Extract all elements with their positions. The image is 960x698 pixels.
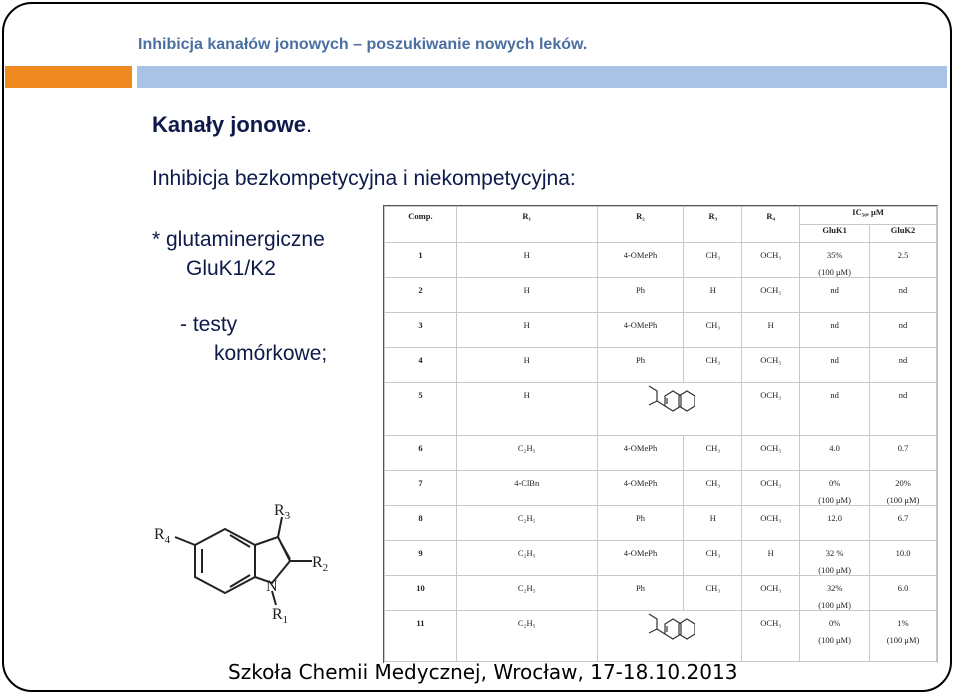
cell-value: 10.0 [895,548,911,558]
cell-r2 [597,278,684,313]
cell-r4 [742,436,800,471]
cell-r3 [684,348,742,383]
cell-value: nd [898,390,908,400]
header-r3: R₃ [684,207,742,243]
cell-value: OCH₃ [760,443,782,453]
cell-r1 [456,313,597,348]
cell-gluk2 [870,348,937,383]
cell-value: 4.0 [829,443,840,453]
cell-value: 4-OMePh [623,443,658,453]
cell-r4 [742,348,800,383]
cell-value: C₂H₅ [517,583,536,593]
benzene-ring [195,529,255,593]
cell-value: 1 [418,250,423,260]
bullet1-line2: GluK1/K2 [186,257,276,280]
cell-r3 [684,278,742,313]
table-row [385,243,937,278]
cell-value: H [767,320,774,330]
table-row [385,611,937,662]
cell-comp [385,541,457,576]
footer-conference: Szkoła Chemii Medycznej, Wrocław, 17-18.10.2013 [228,660,738,684]
cell-subvalue: (100 μM) [818,495,851,505]
cell-gluk2 [870,383,937,436]
header-ic50: IC₅₀, μM [800,207,937,225]
cell-value: CH₃ [705,355,721,365]
cell-gluk1 [800,541,870,576]
cell-value: C₂H₅ [517,618,536,628]
presentation-title: Inhibicja kanałów jonowych – poszukiwanie nowych leków. [138,36,588,53]
cell-gluk1 [800,383,870,436]
cell-value: Ph [635,355,645,365]
table-row [385,541,937,576]
cell-value: CH₃ [705,548,721,558]
cell-value: 35% [826,250,843,260]
cell-value: Ph [635,513,645,523]
cell-value: 9 [418,548,423,558]
cell-r3 [684,243,742,278]
label-r4: $R_4$ [154,526,171,546]
cell-r2 [597,243,684,278]
cell-r1 [456,506,597,541]
cell-r2 [597,436,684,471]
table-row [385,436,937,471]
cell-value: 4-ClBn [514,478,540,488]
table-body [385,243,937,662]
label-r3: $R_3$ [274,502,291,522]
cell-gluk1 [800,278,870,313]
cell-r4 [742,541,800,576]
cell-value: 0% [828,478,841,488]
cell-value: 12.0 [827,513,843,523]
cell-r3 [684,506,742,541]
cell-value: nd [898,285,908,295]
ic50-data-table [384,206,937,662]
cell-value: OCH₃ [760,618,782,628]
label-n: N [266,578,278,595]
cell-r1 [456,436,597,471]
cell-r4 [742,611,800,662]
cell-value: 4-OMePh [623,548,658,558]
cell-value: Ph [635,583,645,593]
cell-value: CH₃ [705,250,721,260]
cell-r3 [684,313,742,348]
cell-gluk2 [870,436,937,471]
table-row [385,348,937,383]
cell-comp [385,471,457,506]
cell-value: 4-OMePh [623,250,658,260]
cell-value: 7 [418,478,423,488]
cell-value: OCH₃ [760,285,782,295]
cell-comp [385,383,457,436]
cell-r2 [597,611,742,662]
cell-value: 2.5 [897,250,909,260]
cell-r1 [456,471,597,506]
cell-value: nd [830,320,839,330]
cell-gluk2 [870,611,937,662]
cell-value: CH₃ [705,320,721,330]
cell-value: 4-OMePh [623,478,658,488]
cell-value: 4 [418,355,423,365]
cell-value: H [709,513,716,523]
cell-value: nd [898,320,908,330]
table-row [385,506,937,541]
cell-value: 20% [895,478,911,488]
cell-value: 0.7 [897,443,909,453]
cell-value: H [523,390,530,400]
cell-value: OCH₃ [760,583,782,593]
cell-comp [385,436,457,471]
bullet-glutaminergic [152,225,325,283]
cell-value: CH₃ [705,443,721,453]
bullet1-line1: * glutaminergiczne [152,228,325,251]
cell-value: 6.7 [897,513,909,523]
cell-value: 5 [418,390,423,400]
cell-r2 [597,541,684,576]
header-bar-blue [137,66,947,88]
cell-r2 [597,506,684,541]
cell-r4 [742,506,800,541]
cell-value: 6 [418,443,423,453]
cell-r1 [456,541,597,576]
cell-r1 [456,348,597,383]
cell-subvalue: (100 μM) [818,635,851,645]
cell-value: OCH₃ [760,478,782,488]
header-comp: Comp. [385,207,457,243]
cell-gluk2 [870,541,937,576]
cell-value: 3 [418,320,423,330]
cell-r2 [597,576,684,611]
cell-subvalue: (100 μM) [886,635,920,645]
cell-r4 [742,576,800,611]
cell-r3 [684,436,742,471]
cell-value: CH₃ [705,478,721,488]
cell-value: nd [830,285,839,295]
bullet-cell-tests [180,310,327,368]
header-r2: R₂ [597,207,684,243]
table-row [385,383,937,436]
cell-value: 8 [418,513,423,523]
label-r1: $R_1$ [272,606,289,626]
cell-r1 [456,383,597,436]
cell-value: OCH₃ [760,513,782,523]
cell-r3 [684,471,742,506]
cell-gluk1 [800,313,870,348]
cell-r1 [456,611,597,662]
cell-gluk2 [870,243,937,278]
cell-r2 [597,348,684,383]
bullet2-line1: - testy [180,313,238,336]
cell-subvalue: (100 μM) [818,267,851,277]
cell-value: 6.0 [897,583,909,593]
cell-value: OCH₃ [760,355,782,365]
cell-comp [385,313,457,348]
cell-gluk2 [870,278,937,313]
table-header-row [385,207,937,225]
cell-subvalue: (100 μM) [818,600,851,610]
table-row [385,278,937,313]
cell-value: H [523,285,530,295]
slide-subheading: Inhibicja bezkompetycyjna i niekompetycyjna: [152,167,576,190]
cell-gluk2 [870,576,937,611]
cell-gluk1 [800,348,870,383]
cell-r3 [684,541,742,576]
cell-subvalue: (100 μM) [818,565,851,575]
cell-r4 [742,243,800,278]
cell-value: nd [830,355,839,365]
header-gluk2: GluK2 [870,225,937,243]
bullet2-line2: komórkowe; [214,342,328,365]
cell-r1 [456,243,597,278]
cell-comp [385,348,457,383]
tetrahydronaphthyl-icon [643,611,695,649]
cell-value: 0% [828,618,841,628]
cell-value: nd [898,355,908,365]
cell-gluk1 [800,471,870,506]
slide-heading [152,112,312,138]
ic50-table [383,205,938,663]
cell-comp [385,278,457,313]
cell-value: H [709,285,716,295]
cell-subvalue: (100 μM) [886,495,920,505]
cell-gluk1 [800,243,870,278]
cell-value: OCH₃ [760,250,782,260]
cell-gluk1 [800,506,870,541]
cell-r4 [742,471,800,506]
cell-value: C₂H₅ [517,513,536,523]
pyrrole-ring [255,537,290,583]
cell-comp [385,506,457,541]
cell-value: 10 [416,583,425,593]
cell-gluk1 [800,436,870,471]
cell-value: 11 [416,618,425,628]
header-r4: R₄ [742,207,800,243]
cell-r2 [597,383,742,436]
header-r1: R₁ [456,207,597,243]
cell-r1 [456,576,597,611]
cell-value: C₂H₅ [517,548,536,558]
cell-value: 32 % [825,548,844,558]
cell-comp [385,243,457,278]
cell-value: H [767,548,774,558]
cell-gluk2 [870,313,937,348]
cell-value: H [523,250,530,260]
indole-structure-diagram [150,495,340,635]
cell-value: 2 [418,285,423,295]
cell-r1 [456,278,597,313]
cell-value: 4-OMePh [623,320,658,330]
cell-gluk2 [870,471,937,506]
cell-value: 1% [897,618,909,628]
cell-value: C₂H₅ [517,443,536,453]
cell-value: H [523,355,530,365]
cell-gluk2 [870,506,937,541]
cell-value: OCH₃ [760,390,782,400]
cell-comp [385,576,457,611]
cell-comp [385,611,457,662]
cell-value: CH₃ [705,583,721,593]
cell-gluk1 [800,611,870,662]
tetrahydronaphthyl-icon [643,383,695,421]
table-row [385,471,937,506]
cell-r2 [597,471,684,506]
cell-r4 [742,313,800,348]
cell-r4 [742,383,800,436]
table-row [385,313,937,348]
header-bar-orange [5,66,132,88]
cell-value: H [523,320,530,330]
cell-r2 [597,313,684,348]
cell-r3 [684,576,742,611]
slide-heading-text: Kanały jonowe [152,112,307,137]
cell-value: Ph [635,285,645,295]
cell-r4 [742,278,800,313]
table-row [385,576,937,611]
slide-heading-dot: . [306,112,313,137]
cell-gluk1 [800,576,870,611]
label-r2: $R_2$ [312,554,329,574]
cell-value: 32% [826,583,843,593]
cell-value: nd [830,390,839,400]
header-gluk1: GluK1 [800,225,870,243]
